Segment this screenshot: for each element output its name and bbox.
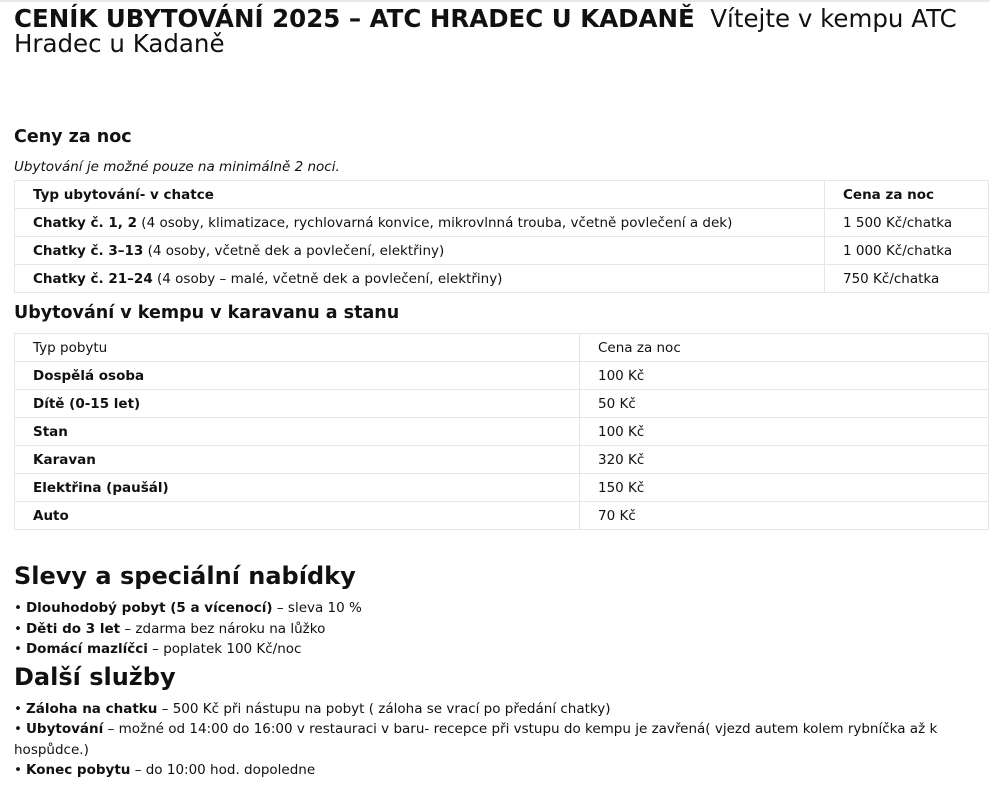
discounts-list	[14, 598, 990, 660]
cabin-type-cell	[15, 209, 825, 237]
cabin-name: Chatky č. 21–24	[33, 270, 153, 287]
table-header-row	[15, 334, 989, 362]
list-item-label: Dlouhodobý pobyt (5 a vícenocí)	[25, 600, 273, 616]
table-row	[15, 502, 989, 530]
cabin-detail: (4 osoby – malé, včetně dek a povlečení, elektřiny)	[152, 270, 503, 287]
list-item-label: Domácí mazlíčci	[25, 641, 148, 657]
stay-type-cell: Karavan	[15, 446, 580, 474]
cabin-type-cell	[15, 237, 825, 265]
services-list	[14, 699, 990, 781]
table-row	[15, 237, 989, 265]
list-item-label: Záloha na chatku	[25, 700, 158, 717]
column-header-price: Cena za noc	[580, 334, 989, 362]
list-item-text: – zdarma bez nároku na lůžko	[120, 620, 326, 637]
stay-type-cell: Elektřina (paušál)	[15, 474, 580, 502]
stay-type-cell: Dospělá osoba	[15, 362, 580, 390]
cabins-heading: Ceny za noc	[14, 127, 132, 147]
stay-price-cell: 100 Kč	[580, 418, 989, 446]
list-item	[14, 598, 990, 619]
column-header-type: Typ pobytu	[15, 334, 580, 362]
cabin-price-cell: 1 500 Kč/chatka	[825, 209, 989, 237]
stay-type-cell: Dítě (0-15 let)	[15, 390, 580, 418]
page-title-welcome: Vítejte v kempu ATC Hradec u Kadaně	[14, 4, 957, 58]
camp-heading: Ubytování v kempu v karavanu a stanu	[14, 303, 400, 323]
column-header-price: Cena za noc	[825, 181, 989, 209]
cabin-price-cell: 1 000 Kč/chatka	[825, 237, 989, 265]
cabin-detail: (4 osoby, včetně dek a povlečení, elektřiny)	[143, 242, 445, 259]
list-item-text: – poplatek 100 Kč/noc	[147, 641, 302, 657]
stay-price-cell: 70 Kč	[580, 502, 989, 530]
table-header-row	[15, 181, 989, 209]
cabin-name: Chatky č. 1, 2	[33, 214, 138, 231]
page-title	[14, 0, 974, 56]
list-item	[14, 699, 990, 720]
list-item-label: Děti do 3 let	[25, 620, 121, 637]
table-row	[15, 474, 989, 502]
cabin-name: Chatky č. 3–13	[33, 242, 144, 259]
cabin-price-cell: 750 Kč/chatka	[825, 265, 989, 293]
list-item-label: Konec pobytu	[25, 762, 131, 778]
table-row	[15, 362, 989, 390]
stay-price-cell: 50 Kč	[580, 390, 989, 418]
stay-type-cell: Stan	[15, 418, 580, 446]
camp-price-table	[14, 333, 989, 530]
cabin-price-table	[14, 180, 989, 293]
services-heading: Další služby	[14, 662, 176, 691]
table-row	[15, 390, 989, 418]
list-item	[14, 760, 990, 781]
table-row	[15, 209, 989, 237]
list-item	[14, 619, 990, 640]
cabin-detail: (4 osoby, klimatizace, rychlovarná konvice, mikrovlnná trouba, včetně povlečení a dek)	[137, 214, 733, 231]
table-row	[15, 446, 989, 474]
list-item-text: – možné od 14:00 do 16:00 v restauraci v baru- recepce při vstupu do kempu je zavřená( vjezd autem kolem rybníčka až k hospůdce.)	[14, 721, 938, 758]
list-item-text: – 500 Kč při nástupu na pobyt ( záloha se vrací po předání chatky)	[157, 700, 611, 717]
page-title-bold: CENÍK UBYTOVÁNÍ 2025 – ATC HRADEC U KADANĚ	[14, 4, 695, 33]
list-item-text: – sleva 10 %	[272, 600, 362, 616]
list-item	[14, 719, 990, 760]
table-row	[15, 418, 989, 446]
stay-price-cell: 150 Kč	[580, 474, 989, 502]
column-header-type: Typ ubytování- v chatce	[15, 181, 825, 209]
stay-price-cell: 100 Kč	[580, 362, 989, 390]
list-item-label: Ubytování	[25, 721, 104, 737]
list-item	[14, 639, 990, 660]
cabin-type-cell	[15, 265, 825, 293]
stay-type-cell: Auto	[15, 502, 580, 530]
list-item-text: – do 10:00 hod. dopoledne	[130, 762, 316, 778]
discounts-heading: Slevy a speciální nabídky	[14, 562, 356, 590]
minimum-stay-note: Ubytování je možné pouze na minimálně 2 noci.	[14, 159, 340, 175]
table-row	[15, 265, 989, 293]
stay-price-cell: 320 Kč	[580, 446, 989, 474]
